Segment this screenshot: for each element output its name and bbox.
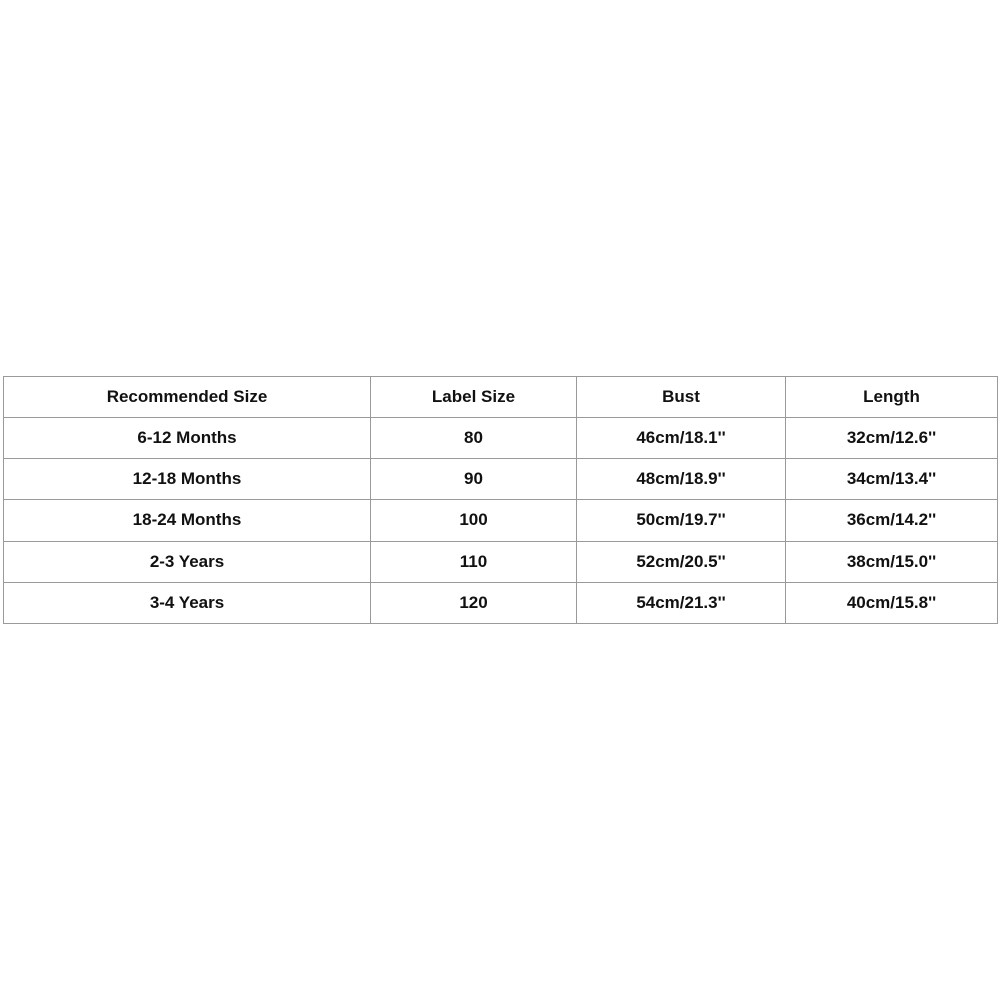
cell-recommended-size: 2-3 Years [4, 541, 371, 582]
table-row [4, 541, 998, 582]
cell-label-size: 80 [371, 418, 577, 459]
header-length: Length [786, 377, 998, 418]
header-row [4, 377, 998, 418]
cell-label-size: 120 [371, 582, 577, 623]
size-chart-header [4, 377, 998, 418]
cell-recommended-size: 12-18 Months [4, 459, 371, 500]
cell-bust: 48cm/18.9'' [577, 459, 786, 500]
cell-bust: 52cm/20.5'' [577, 541, 786, 582]
cell-recommended-size: 3-4 Years [4, 582, 371, 623]
table-row [4, 418, 998, 459]
size-chart-body [4, 418, 998, 624]
table-row [4, 582, 998, 623]
cell-label-size: 110 [371, 541, 577, 582]
cell-recommended-size: 6-12 Months [4, 418, 371, 459]
cell-length: 36cm/14.2'' [786, 500, 998, 541]
table-row [4, 459, 998, 500]
cell-length: 40cm/15.8'' [786, 582, 998, 623]
cell-bust: 54cm/21.3'' [577, 582, 786, 623]
cell-bust: 50cm/19.7'' [577, 500, 786, 541]
header-label-size: Label Size [371, 377, 577, 418]
cell-label-size: 90 [371, 459, 577, 500]
cell-length: 34cm/13.4'' [786, 459, 998, 500]
header-recommended-size: Recommended Size [4, 377, 371, 418]
cell-length: 32cm/12.6'' [786, 418, 998, 459]
table-row [4, 500, 998, 541]
header-bust: Bust [577, 377, 786, 418]
size-chart-table [3, 376, 998, 624]
cell-bust: 46cm/18.1'' [577, 418, 786, 459]
cell-length: 38cm/15.0'' [786, 541, 998, 582]
cell-label-size: 100 [371, 500, 577, 541]
cell-recommended-size: 18-24 Months [4, 500, 371, 541]
